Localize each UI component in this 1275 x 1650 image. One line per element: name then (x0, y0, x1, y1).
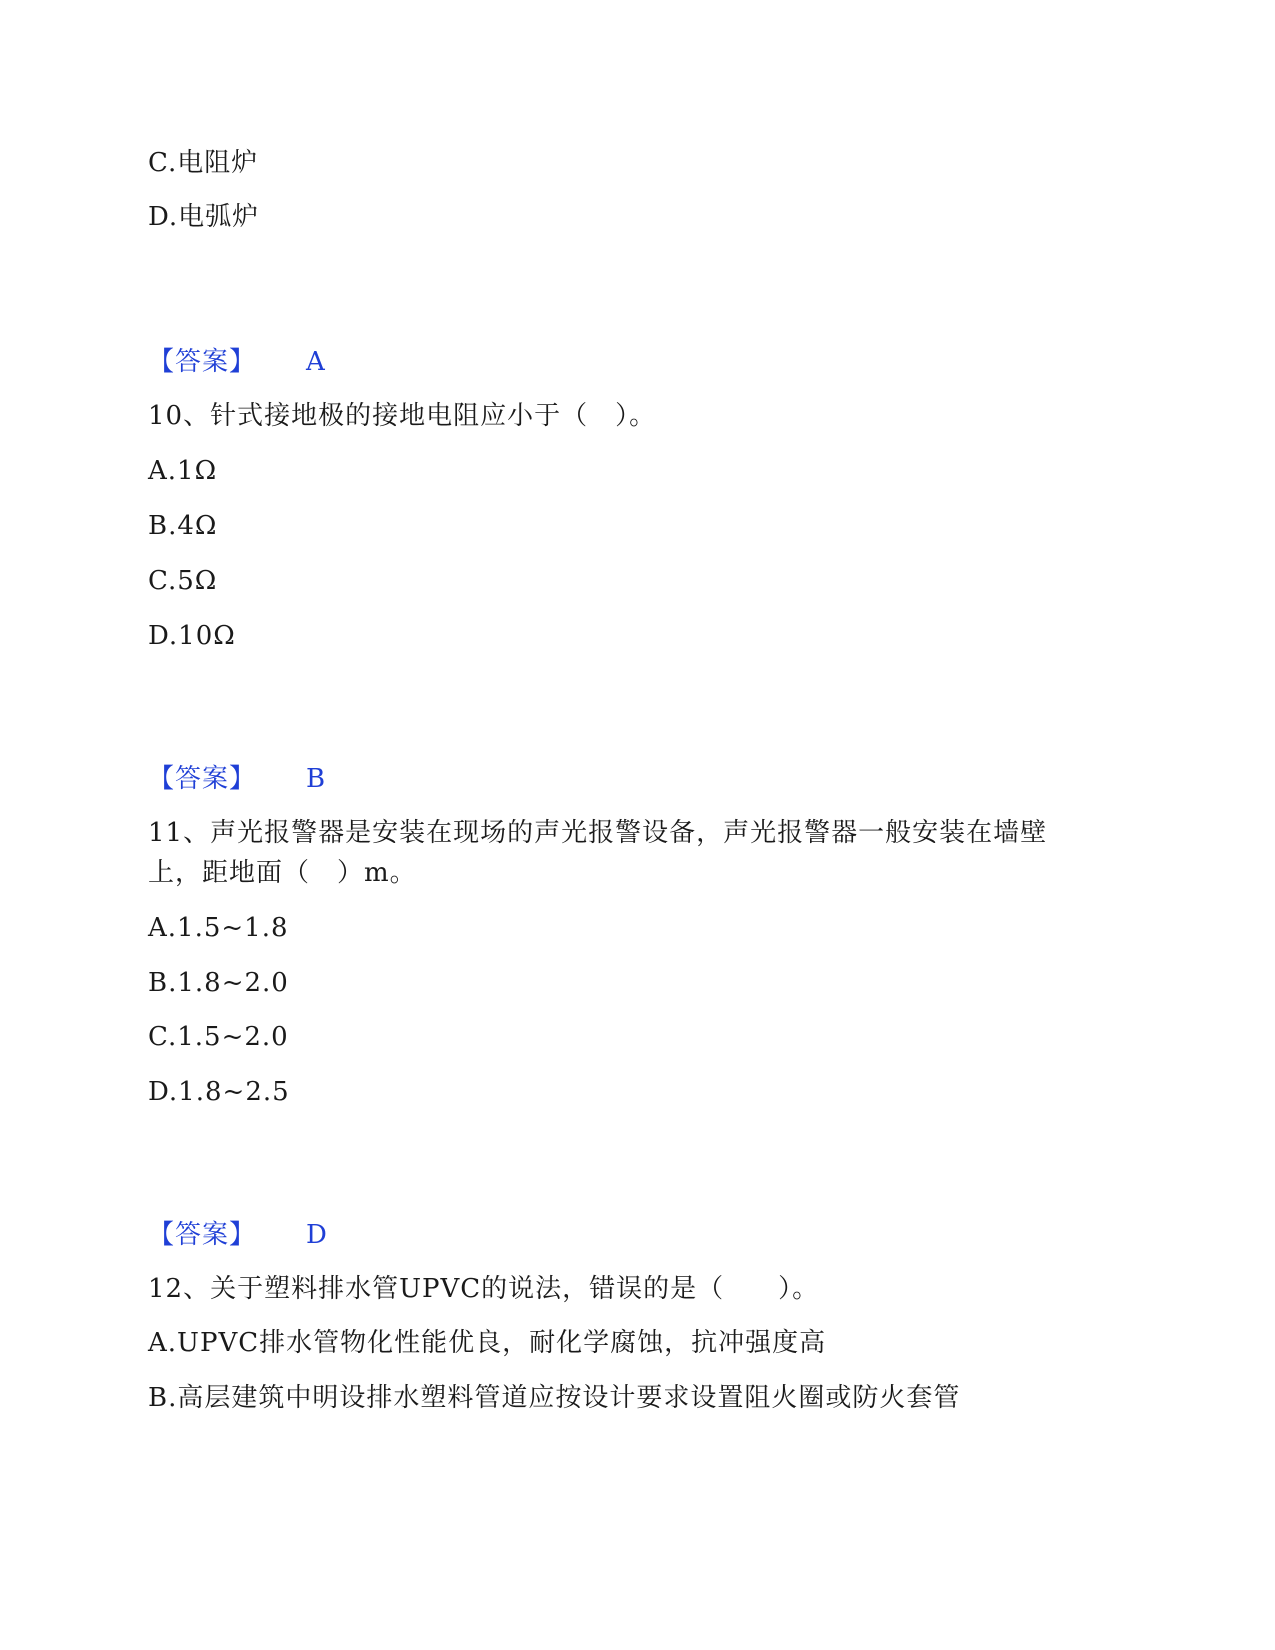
q11-option-c: C.1.5~2.0 (148, 1022, 289, 1052)
answer-label: 【答案】 (148, 764, 257, 794)
q9-answer (148, 345, 326, 379)
answer-label: 【答案】 (148, 347, 257, 377)
q11-option-d: D.1.8~2.5 (148, 1077, 290, 1107)
q10-option-c: C.5Ω (148, 566, 218, 596)
q9-option-d: D.电弧炉 (148, 202, 260, 232)
q9-option-c: C.电阻炉 (148, 148, 259, 178)
answer-value: A (306, 347, 326, 377)
q12-option-a: A.UPVC排水管物化性能优良，耐化学腐蚀，抗冲强度高 (148, 1328, 827, 1358)
q10-option-d: D.10Ω (148, 621, 236, 651)
q12-question: 12、关于塑料排水管UPVC的说法，错误的是（ ）。 (148, 1274, 820, 1304)
q11-option-b: B.1.8~2.0 (148, 968, 289, 998)
answer-value: D (306, 1220, 328, 1250)
q10-option-b: B.4Ω (148, 511, 218, 541)
answer-label: 【答案】 (148, 1220, 257, 1250)
q11-question-line2: 上，距地面（ ）m。 (148, 858, 417, 888)
q11-option-a: A.1.5~1.8 (148, 913, 289, 943)
q10-question: 10、针式接地极的接地电阻应小于（ ）。 (148, 401, 657, 431)
q11-answer (148, 1218, 328, 1252)
answer-value: B (306, 764, 327, 794)
q11-question-line1: 11、声光报警器是安装在现场的声光报警设备，声光报警器一般安装在墙壁 (148, 818, 1048, 848)
q10-option-a: A.1Ω (148, 456, 218, 486)
q10-answer (148, 762, 326, 796)
q12-option-b: B.高层建筑中明设排水塑料管道应按设计要求设置阻火圈或防火套管 (148, 1383, 961, 1413)
